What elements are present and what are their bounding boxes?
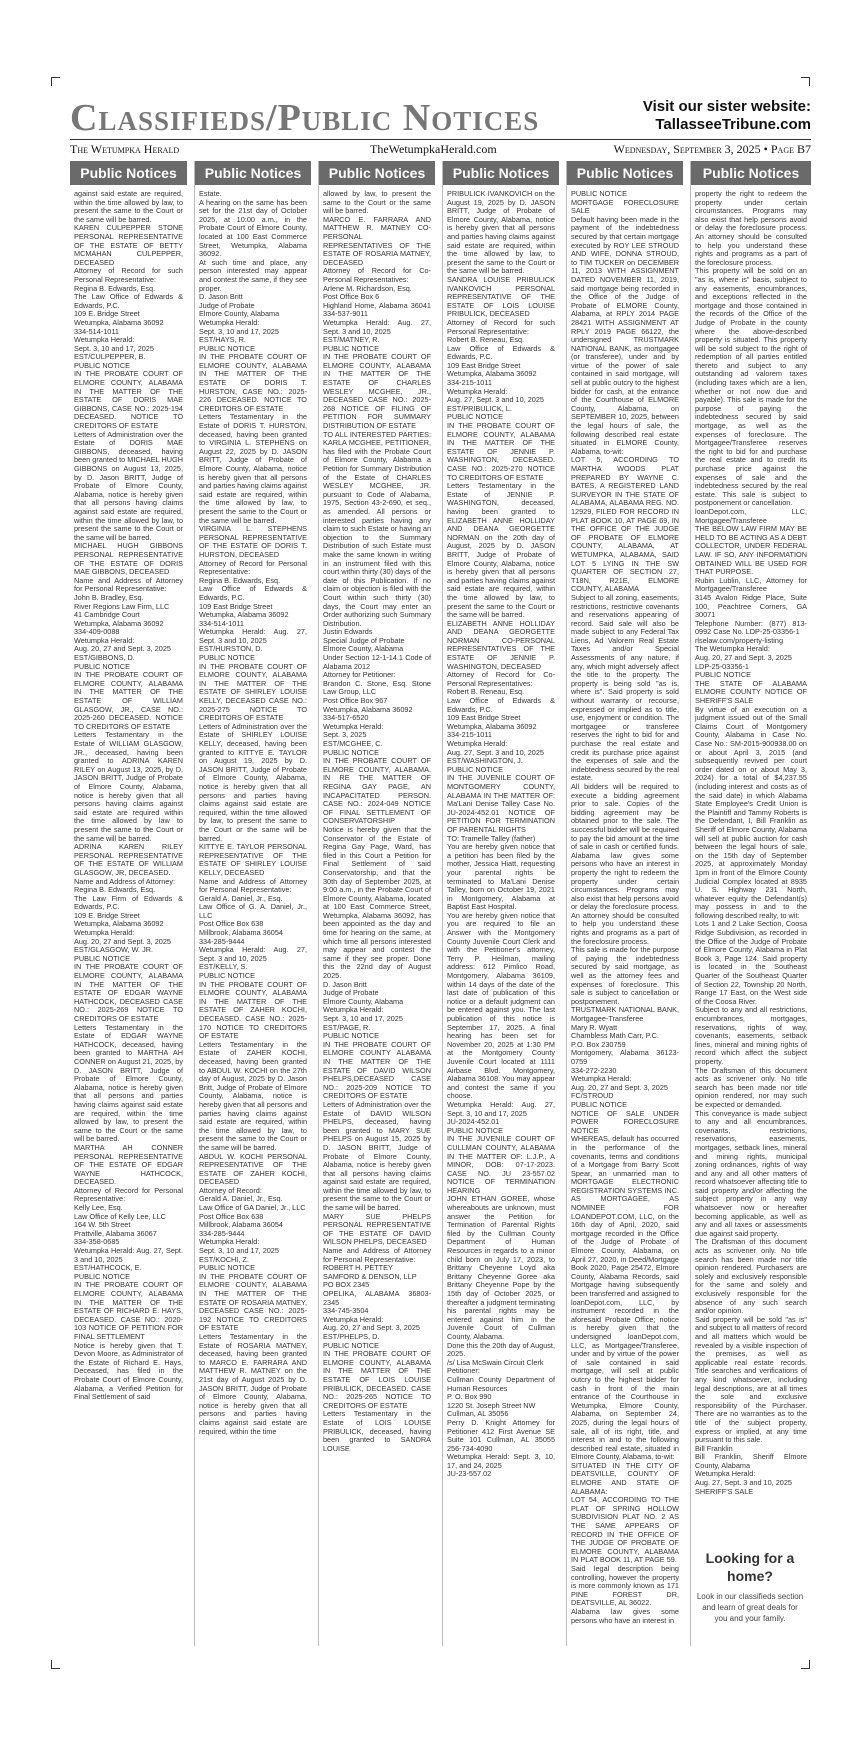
section-title: Classifieds/Public Notices <box>70 97 540 139</box>
notices-column-6 <box>690 161 811 1646</box>
notices-column-2 <box>194 161 311 1646</box>
column-text: against said estate are required, within the time allowed by law, to present the same to the Court or the same will be barred. KAREN CULPEPPER STONE PERSONAL REPRESENTATIVE OF THE ESTATE OF BETTY MCMAHAN CULPEPPER, DECEASED Attorney of Record for such Personal Representative: Regina B. Edwards, Esq. The Law Office of Edwards & Edwards, P.C. 109 E. Bridge Street Wetumpka, Alabama 36092 334-514-1011 Wetumpka Herald: Sept. 3, 10 and 17, 2025 EST/CULPEPPER, B. PUBLIC NOTICE IN THE PROBATE COURT OF ELMORE COUNTY, ALABAMA IN THE MATTER OF THE ESTATE OF DORIS MAE GIBBONS, CASE NO.: 2025-194 DECEASED. NOTICE TO CREDITORS OF ESTATE Letters of Administration over the Estate of DORIS MAE GIBBONS, deceased, having been granted to MICHAEL HUGH GIBBONS on August 13, 2025, by D. Jason BRITT, Judge of Probate of Elmore County, Alabama, notice is hereby given that all persons having claims against said estate are required, within the time allowed by law, to present the same to the Court or the same will be barred. MICHAEL HUGH GIBBONS PERSONAL REPRESENTATIVE OF THE ESTATE OF DORIS MAE GIBBONS, DECEASED Name and Address of Attorney for Personal Representative: John B. Bradley, Esq. River Regions Law Firm, LLC 41 Cambridge Court Wetumpka, Alabama 36092 334-409-0088 Wetumpka Herald: Aug. 20, 27 and Sept. 3, 2025 EST/GIBBONS, D. PUBLIC NOTICE IN THE PROBATE COURT OF ELMORE COUNTY, ALABAMA IN THE MATTER OF THE ESTATE OF WILLIAM GLASGOW, JR., CASE NO.: 2025-260 DECEASED. NOTICE TO CREDITORS OF ESTATE Letters Testamentary in the Estate of WILLIAM GLASGOW, JR., deceased, having been granted to ADRINA KAREN RILEY on August 13, 2025, by D. JASON BRITT, Judge of Probate of Elmore County, Alabama, notice is hereby given that all persons having claims against said estate are required within the time allowed by law to present the same to the Court or the same will be barred. ADRINA KAREN RILEY PERSONAL REPRESENTATIVE OF THE ESTATE OF WILLIAM GLASGOW, JR, DECEASED. Name and Address of Attorney: Regina B. Edwards, Esq. The Law Firm of Edwards & Edwards, P.C. 109 E. Bridge Street Wetumpka, Alabama 36092 Wetumpka Herald: Aug. 20, 27 and Sept. 3, 2025 EST/GLASGOW, W. JR. PUBLIC NOTICE IN THE PROBATE COURT OF ELMORE COUNTY, ALABAMA IN THE MATTER OF THE ESTATE OF EDGAR WAYNE HATHCOCK, DECEASED CASE NO.: 2025-269 NOTICE TO CREDITORS OF ESTATE Letters Testamentary in the Estate of EDGAR WAYNE HATHCOCK, deceased, having been granted to MARTHA AH CONNER on August 21, 2025, by D. JASON BRITT, Judge of Probate of Elmore County, Alabama, notice is hereby given that all persons and parties having claims against said estate are required, within the time allowed by law, to present the same to the Court or the same will be barred. MARTHA AH CONNER PERSONAL REPRESENTATIVE OF THE ESTATE OF EDGAR WAYNE HATHCOCK, DECEASED. Attorney of Record for Personal Representative: Kelly Lee, Esq. Law Office of Kelly Lee, LLC 164 W. 5th Street Prattville, Alabama 36067 334-358-0685 Wetumpka Herald: Aug. 27, Sept. 3 and 10, 2025 EST/HATHCOCK, E. PUBLIC NOTICE IN THE PROBATE COURT OF ELMORE COUNTY, ALABAMA IN THE MATTER OF THE ESTATE OF RICHARD E. HAYS, DECEASED. CASE NO.: 2020-103 NOTICE OF PETITION FOR FINAL SETTLEMENT Notice is hereby given that T. Devon Moore, as Administrator of the Estate of Richard E. Hays, Deceased, has filed in the Probate Court of Elmore County, Alabama, a Verified Petition for Final Settlement of said <box>74 189 183 1402</box>
column-text: Estate. A hearing on the same has been set for the 21st day of October 2025, at 10:00 a.m., in the Probate Court of Elmore County, located at 100 East Commerce Street, Wetumpka, Alabama 36092. At such time and place, any person interested may appear and contest the same, if they see proper. D. Jason Britt Judge of Probate Elmore County, Alabama Wetumpka Herald: Sept. 3, 10 and 17, 2025 EST/HAYS, R. PUBLIC NOTICE IN THE PROBATE COURT OF ELMORE COUNTY, ALABAMA IN THE MATTER OF THE ESTATE OF DORIS T. HURSTON, CASE NO.: 2025-226 DECEASED. NOTICE TO CREDITORS OF ESTATE Letters Testamentary in the Estate of DORIS T. HURSTON, deceased, having been granted to VIRGINIA L. STEPHENS on August 22, 2025 by D. JASON BRITT, Judge of Probate of Elmore County, Alabama, notice is hereby given that all persons and parties having claims against said estate are required, within the time allowed by law, to present the same to the Court or the same will be barred. VIRGINIA L. STEPHENS PERSONAL REPRESENTATIVE OF THE ESTATE OF DORIS T. HURSTON, DECEASED Attorney of Record for Personal Representative: Regina B. Edwards, Esq. Law Office of Edwards & Edwards, P.C. 109 East Bridge Street Wetumpka, Alabama 36092 334-514-1011 Wetumpka Herald: Aug. 27, Sept. 3 and 10, 2025 EST/HURSTON, D. PUBLIC NOTICE IN THE PROBATE COURT OF ELMORE COUNTY, ALABAMA IN THE MATTER OF THE ESTATE OF SHIRLEY LOUISE KELLY, DECEASED CASE NO.: 2025-275 NOTICE TO CREDITORS OF ESTATE Letters of Administration over the Estate of SHIRLEY LOUISE KELLY, deceased, having been granted to KITTYE E. TAYLOR on August 19, 2025 by D. JASON BRITT, Judge of Probate of Elmore County, Alabama, notice is hereby given that all persons and parties having claims against said estate are required, within the time allowed by law, to present the same to the Court or the same will be barred. KITTYE E. TAYLOR PERSONAL REPRESENTATIVE OF THE ESTATE OF SHIRLEY LOUISE KELLY, DECEASED Name and Address of Attorney for Personal Representative: Gerald A. Daniel, Jr., Esq. Law Office of G. A. Daniel, Jr., LLC Post Office Box 638 Millbrook, Alabama 36054 334-285-9444 Wetumpka Herald: Aug. 27, Sept. 3 and 10, 2025 EST/KELLY, S. PUBLIC NOTICE IN THE PROBATE COURT OF ELMORE COUNTY, ALABAMA IN THE MATTER OF THE ESTATE OF ZAHER KOCHI, DECEASED. CASE NO.: 2025-170 NOTICE TO CREDITORS OF ESTATE Letters Testamentary in the Estate of ZAHER KOCHI, deceased, having been granted to ABDUL W. KOCHI on the 27th day of August, 2025 by D. Jason Britt, Judge of Probate of Elmore County, Alabama, notice is hereby given that all persons and parties having claims against said estate are required, within the time allowed by law, to present the same to the Court or the same will be barred. ABDUL W. KOCHI PERSONAL REPRESENTATIVE OF THE ESTATE OF ZAHER KOCHI, DECEASED Attorney of Record: Gerald A. Daniel, Jr., Esq. Law Office of GA Daniel, Jr., LLC Post Office Box 638 Millbrook, Alabama 36054 334-285-9444 Wetumpka Herald: Sept. 3, 10 and 17, 2025 EST/KOCHI, Z. PUBLIC NOTICE IN THE PROBATE COURT OF ELMORE COUNTY, ALABAMA IN THE MATTER OF THE ESTATE OF ROSARIA MATNEY, DECEASED CASE NO.: 2025-192 NOTICE TO CREDITORS OF ESTATE Letters Testamentary in the Estate of ROSARIA MATNEY, deceased, having been granted to MARCO E. FARRARA AND MATTHEW R. MATNEY on the 21st day of August 2025 by D. JASON BRITT, Judge of Probate of Elmore County, Alabama, notice is hereby given that all persons and parties having claims against said estate are required, within the time <box>199 189 307 1436</box>
notices-column-5 <box>566 161 683 1646</box>
newspaper-website[interactable]: TheWetumpkaHerald.com <box>370 142 497 156</box>
date-page: Wednesday, September 3, 2025 • Page B7 <box>613 142 811 156</box>
newspaper-name: The Wetumpka Herald <box>70 142 180 156</box>
column-header: Public Notices <box>195 161 311 185</box>
crop-mark-top-left <box>51 77 60 86</box>
column-text: PRIBULICK IVANKOVICH on the August 19, 2025 by D. JASON BRITT, Judge of Probate of Elmore County, Alabama, notice is hereby given that all persons and parties having claims against said estate are required, within the time allowed by law, to present the same to the Court or the same will be barred. SANDRA LOUISE PRIBULICK IVANKOVICH PERSONAL REPRESENTATIVE OF THE ESTATE OF LOIS LOUISE PRIBULICK, DECEASED Attorney of Record for such Personal Representative: Robert B. Reneau, Esq. Law Office of Edwards & Edwards, P.C. 109 East Bridge Street Wetumpka, Alabama 36092 334-215-1011 Wetumpka Herald: Aug. 27, Sept. 3 and 10, 2025 EST/PRIBULICK, L. PUBLIC NOTICE IN THE PROBATE COURT OF ELMORE COUNTY, ALABAMA IN THE MATTER OF THE ESTATE OF JENNIE P. WASHINGTON, DECEASED. CASE NO.: 2025-270 NOTICE TO CREDITORS OF ESTATE Letters Testamentary in the Estate of JENNIE P. WASHINGTON, deceased, having been granted to ELIZABETH ANNE HOLLIDAY AND DEANA GEORGETTE NORMAN on the 20th day of August, 2025 by D. JASON BRITT, Judge of Probate of Elmore County, Alabama, notice is hereby given that all persons and parties having claims against said estate are required, within the time allowed by law, to present the same to the Court or the same will be barred. ELIZABETH ANNE HOLLIDAY AND DEANA GEORGETTE NORMAN CO-PERSONAL REPRESENTATIVES OF THE ESTATE OF JENNIE P. WASHINGTON, DECEASED Attorney of Record for Co-Personal Representatives: Robert B. Reneau, Esq. Law Office of Edwards & Edwards, P.C. 109 East Bridge Street Wetumpka, Alabama 36092 334-215-1011 Wetumpka Herald: Aug. 27, Sept. 3 and 10, 2025 EST/WASHINGTON, J. PUBLIC NOTICE IN THE JUVENILE COURT OF MONTGOMERY COUNTY, ALABAMA IN THE MATTER OF: Ma'Lani Denise Talley Case No. JU-2024-452.01 NOTICE OF PETITION FOR TERMINATION OF PARENTAL RIGHTS TO: Tramelle Talley (father) You are hereby given notice that a petition has been filed by the mother, Jessica Hiatt, requesting your parental rights be terminated to Ma'Lani Denise Talley, born on October 19, 2021 in Montgomery, Alabama at Baptist East Hospital. You are hereby given notice that you are required to file an Answer with the Montgomery County Juvenile Court Clerk and with the Petitioner's attorney, Terry P. Heilman, mailing address: 612 Pimlico Road, Montgomery, Alabama 36109, within 14 days of the date of the last date of publication of this notice or a default judgment can be entered against you. The last publication of this notice is September 17, 2025. A final hearing has been set for November 20, 2025 at 1:30 PM at the Montgomery County Juvenile Court located at 1111 Airbase Blvd. Montgomery, Alabama 36108. You may appear and contest the same if you choose. Wetumpka Herald: Aug. 27, Sept. 3, 10 and 17, 2025 JU-2024-452.01 PUBLIC NOTICE IN THE JUVENILE COURT OF CULLMAN COUNTY, ALABAMA IN THE MATTER OF: L.J.P., A MINOR, DOB: 07-17-2023. CASE NO. JU 23-557.02 NOTICE OF TERMINATION HEARING JOHN ETHAN GOREE, whose whereabouts are unknown, must answer the Petition for Termination of Parental Rights filed by the Cullman County Department of Human Resources in regards to a minor child born on July 17, 2023, to Brittany Cheyenne Loyd aka Brittany Cheyenne Goree aka Brittany Cheyenne Pope by the 15th day of October 2025, or thereafter a judgment terminating his parental rights may be entered against him in the Juvenile Court of Cullman County, Alabama. Done this the 20th day of August, 2025. /s/ Lisa McSwain Circuit Clerk Petitioner: Cullman County Department of Human Resources P. O. Box 990 1220 St. Joseph Street NW Cullman, AL 35056 Perry D. Knight Attorney for Petitioner 412 First Avenue SE Suite 101 Cullman, AL 35055 256-734-4090 Wetumpka Herald: Sept. 3, 10, 17, and 24, 2025 JU-23-557.02 <box>447 189 555 1479</box>
sister-site-label: Visit our sister website: <box>642 98 811 115</box>
folio-bar <box>70 139 811 156</box>
house-ad-body: Look in our classifieds section and learn of great deals for you and your family. <box>696 1592 804 1623</box>
crop-mark-bottom-left <box>51 1660 60 1669</box>
notices-column-1 <box>70 161 187 1646</box>
crop-mark-top-right <box>801 77 810 86</box>
sister-site-link[interactable]: TallasseeTribune.com <box>655 116 811 133</box>
notices-columns <box>70 161 811 1646</box>
column-header: Public Notices <box>70 161 187 185</box>
column-text: property the right to redeem the property under certain circumstances. Programs may also exist that help persons avoid or delay the foreclosure process. An attorney should be consulted to help you understand these rights and programs as a part of the foreclosure process. This property will be sold on an "as is, where is" basis, subject to any easements, encumbrances, and exceptions reflected in the mortgage and those contained in the records of the Office of the Judge of Probate in the county where the above-described property is situated. This property will be sold subject to the right of redemption of all parties entitled thereto and subject to any outstanding ad valorem taxes (including taxes which are a lien, whether or not now due and payable). This sale is made for the purpose of paying the indebtedness secured by said mortgage, as well as the expenses of foreclosure. The Mortgagee/Transferee reserves the right to bid for and purchase the real estate and to credit its purchase price against the expenses of sale and the indebtedness secured by the real estate. This sale is subject to postponement or cancellation. loanDepot.com, LLC, Mortgagee/Transferee THE BELOW LAW FIRM MAY BE HELD TO BE ACTING AS A DEBT COLLECTOR, UNDER FEDERAL LAW. IF SO, ANY INFORMATION OBTAINED WILL BE USED FOR THAT PURPOSE. Rubin Lublin, LLC, Attorney for Mortgagee/Transferee 3145 Avalon Ridge Place, Suite 100, Peachtree Corners, GA 30071 Telephone Number: (877) 813-0992 Case No. LDP-25-03356-1 rlselaw.com/property-listing The Wetumpka Herald: Aug. 20, 27 and Sept. 3, 2025 LDP-25-03356-1 PUBLIC NOTICE THE STATE OF ALABAMA ELMORE COUNTY NOTICE OF SHERIFF'S SALE By virtue of an execution on a judgment issued out of the Small Claims Court of Montgomery County, Alabama in Case No. Case No.: SM-2015-900938.00 on or about April 3, 2015 (and subsequently revived per court order dated on or about May 3, 2024) for a total of $4,237.55 (including interest and costs as of the said date) in which Alabama State Employee's Credit Union is the Plaintiff and Tammy Roberts is the Defendant, I, Bill Franklin as Sheriff of Elmore County, Alabama will sell at public auction for cash between the legal hours of sale, on the 15th day of September 2025, at approximately Monday 1pm in front of the Elmore County Judicial Complex located at 8935 U. S. Highway 231 North, whatever equity the Defendant(s) may possess in and to the following described realty, to wit: Lots 1 and 2 Lake Section, Coosa Ridge Subdivision, as recorded in the Office of the Judge of Probate of Elmore County, Alabama in Plat Book 3, Page 124. Said property is located in the Southeast Quarter of the Southeast Quarter of Section 22, Township 20 North, Range 17 East, on the West side of the Coosa River. Subject to any and all restrictions, encumbrances, mortgages, reservations, rights of way, covenants, easements, setback lines, mineral and mining rights of record which affect the subject property. The Draftsman of this document acts as scrivener only. No title search has been made nor title opinion rendered, nor may such be expected or demanded. This conveyance is made subject to any and all encumbrances, covenants, restrictions, reservations, easements, mortgages, setback lines, mineral and mining rights, municipal zoning ordinances, rights of way and any and all other matters of record whatsoever affecting title to said property and/or affecting the subject property in any way whatsoever now or hereafter becoming applicable, as well as any and all taxes or assessments due against said property. The Draftsman of this document acts as scrivener only. No title search has been made nor title opinion rendered. Purchasers are solely and exclusively responsible for the same and solely and exclusively responsible for the absence of any such search and/or opinion. Said property will be sold "as is" and subject to all matters of record and all matters which would be revealed by a visible inspection of the premises, as well as applicable real estate records. Title searches and verifications of any kind whatsoever, including legal descriptions, are at all times the sole and exclusive responsibility of the Purchaser. There are no warranties as to the title of the subject property, express or implied, at any time pursuant to this sale. Bill Franklin Bill Franklin, Sheriff Elmore County, Alabama Wetumpka Herald: Aug. 27, Sept. 3 and 10, 2025 SHERIFF'S SALE <box>695 190 807 1496</box>
notices-column-4 <box>442 161 559 1646</box>
column-header: Public Notices <box>443 161 559 185</box>
sister-site-promo <box>643 98 811 134</box>
house-ad-headline: Looking for a home? <box>705 1550 795 1584</box>
crop-mark-bottom-right <box>801 1660 810 1669</box>
column-text: allowed by law, to present the same to the Court or the same will be barred. MARCO E. FARRARA AND MATTHEW R. MATNEY CO-PERSONAL REPRESENTATIVES OF THE ESTATE OF ROSARIA MATNEY, DECEASED Attorney of Record for Co-Personal Representatives: Arlene M. Richardson, Esq. Post Office Box 6 Highland Home, Alabama 36041 334-537-9011 Wetumpka Herald: Aug. 27, Sept. 3 and 10, 2025 EST/MATNEY, R. PUBLIC NOTICE IN THE PROBATE COURT OF ELMORE COUNTY, ALABAMA IN THE MATTER OF THE ESTATE OF CHARLES WESLEY MCGHEE, JR., DECEASED CASE NO.: 2025-268 NOTICE OF FILING OF PETITION FOR SUMMARY DISTRIBUTION OF ESTATE TO ALL INTERESTED PARTIES: KARLA MCGHEE, PETITIONER, has filed with the Probate Court of Elmore County, Alabama a Petition for Summary Distribution of the Estate of CHARLES WESLEY MCGHEE, JR. pursuant to Code of Alabama, 1975, Section 43-2-690, et seq., as amended. All persons or interested parties having any claim to such Estate or having an objection to the Summary Distribution of such Estate must make the same known in writing in an instrument filed with this court within thirty (30) days of the date of this Publication. If no claim or objection is filed with the Court within such thirty (30) days, the Court may enter an Order authorizing such Summary Distribution. Justin Edwards Special Judge of Probate Elmore County, Alabama Under Section 12-1-14.1 Code of Alabama 2012 Attorney for Petitioner: Brandon C. Stone, Esq. Stone Law Group, LLC Post Office Box 967 Wetumpka, Alabama 36092 334-517-6520 Wetumpka Herald: Sept. 3, 2025 EST/MCGHEE, C. PUBLIC NOTICE IN THE PROBATE COURT OF ELMORE COUNTY, ALABAMA. IN RE THE MATTER OF REGINA GAY PAGE, AN INCAPACITATED PERSON. CASE NO.: 2024-049 NOTICE OF FINAL SETTLEMENT OF CONSERVATORSHIP Notice is hereby given that the Conservator of the Estate of Regina Gay Page, Ward, has filed in this Court a Petition for Final Settlement of said Conservatorship, and that the 30th day of September 2025, at 9:00 a.m., in the Probate Court of Elmore County, Alabama, located at 100 East Commerce Street, Wetumpka, Alabama 36092, has been appointed as the day and time for hearing on the same, at which time all persons interested may appear and contest the same if they see proper. Done this the 22nd day of August 2025. D. Jason Britt Judge of Probate Elmore County, Alabama Wetumpka Herald: Sept. 3, 10 and 17, 2025 EST/PAGE, R. PUBLIC NOTICE IN THE PROBATE COURT OF ELMORE COUNTY ALABAMA IN THE MATTER OF THE ESTATE OF DAVID WILSON PHELPS,DECEASED CASE NO.: 2025-209 NOTICE TO CREDITORS OF ESTATE Letters of Administration over the Estate of DAVID WILSON PHELPS, deceased, having been granted to MARY SUE PHELPS on August 15, 2025 by D. JASON BRITT, Judge of Probate of Elmore County, Alabama, notice is hereby given that all persons having claims against said estate are required, within the time allowed by law, to present the same to the Court or the same will be barred. MARY SUE PHELPS PERSONAL REPRESENTATIVE OF THE ESTATE OF DAVID WILSON PHELPS, DECEASED Name and Address of Attorney for Personal Representative: ROBERT H. PETTEY SAMFORD & DENSON, LLP PO BOX 2345 OPELIKA, ALABAMA 36803-2345 334-745-3504 Wetumpka Herald: Aug. 20, 27 and Sept. 3, 2025 EST/PHELPS, D. PUBLIC NOTICE IN THE PROBATE COURT OF ELMORE COUNTY, ALABAMA IN THE MATTER OF THE ESTATE OF LOIS LOUISE PRIBULICK, DECEASED. CASE NO.: 2025-265 NOTICE TO CREDITORS OF ESTATE Letters Testamentary in the Estate of LOIS LOUISE PRIBULICK, deceased, having been granted to SANDRA LOUISE <box>323 189 431 1453</box>
house-ad <box>695 1549 805 1624</box>
column-header: Public Notices <box>691 161 811 185</box>
column-text: PUBLIC NOTICE MORTGAGE FORECLOSURE SALE Default having been made in the payment of the indebtedness secured by that certain mortgage executed by ROY LEE STROUD AND WIFE, DONNA STROUD, to TIM TUCKER on DECEMBER 11, 2013 WITH ASSIGNMENT DATED NOVEMBER 11, 2019, said mortgage being recorded in the Office of the Judge of Probate of ELMORE County, Alabama, at RPLY 2014 PAGE 28421 WITH ASSIGNMENT AT RPLY 2019 PAGE 66122, the undersigned TRUSTMARK NATIONAL BANK, as mortgagee (or transferee), under and by virtue of the power of sale contained in said mortgage, will sell at public outcry to the highest bidder for cash, at the entrance of the Courthouse of ELMORE County, Alabama, on SEPTEMBER 10, 2025, between the legal hours of sale, the following described real estate situated in ELMORE County, Alabama, to-wit: LOT 5, ACCORDING TO MARTHA WOODS PLAT PREPARED BY WAYNE C. BATES, A REGISTERED LAND SURVEYOR IN THE STATE OF ALABAMA, ALABAMA REG. NO. 12929, FILED FOR RECORD IN PLAT BOOK 10, AT PAGE 69, IN THE OFFICE OF THE JUDGE OF PROBATE OF ELMORE COUNTY, ALABAMA, AT WETUMPKA, ALABAMA, SAID LOT 5 LYING IN THE SW QUARTER OF SECTION 27, T18N, R21E, ELMORE COUNTY, ALABAMA Subject to all zoning, easements, restrictions, restrictive covenants and reservations appearing of record. Said sale will also be made subject to any Federal Tax Liens, Ad Valorem Real Estate Taxes and/or Special Assessments of any nature, if any, which might adversely affect the title to the property. The property is being sold "as is, where is". Said property is sold without warranty or recourse, expressed or implied as to title, use, enjoyment or condition. The mortgagee or transferee reserves the right to bid for and purchase the real estate and credit its purchase price against the expenses of sale and the indebtedness secured by the real estate. All bidders will be required to execute a bidding agreement prior to sale. Copies of the bidding agreement may be obtained prior to the sale. The successful bidder will be required to pay the bid amount at the time of sale in cash or certified funds. Alabama law gives some persons who have an interest in property the right to redeem the property under certain circumstances. Programs may also exist that help persons avoid or delay the foreclosure process. An attorney should be consulted to help you understand these rights and programs as a part of the foreclosure process. This sale is made for the purpose of paying the indebtedness secured by said mortgage, as well as the attorney fees and expenses of foreclosure. This sale is subject to cancellation or postponement. TRUSTMARK NATIONAL BANK, Mortgagee-Transferee Mary R. Wyatt Chambless Math Carr, P.C. P.O. Box 230759 Montgomery, Alabama 36123-0759 334-272-2230 Wetumpka Herald: Aug. 20, 27 and Sept. 3, 2025 FC/STROUD PUBLIC NOTICE NOTICE OF SALE UNDER POWER FORECLOSURE NOTICE WHEREAS, default has occurred in the performance of the covenants, terms and conditions of a Mortgage from Barry Scott Spear, an unmarried man to MORTGAGE ELECTRONIC REGISTRATION SYSTEMS INC. AS MORTGAGEE, AS NOMINEE FOR LOANDEPOT.COM, LLC, on the 16th day of April, 2020, said mortgage recorded in the Office of the Judge of Probate of Elmore County, Alabama, on April 27, 2020, in Deed/Mortgage Book 2020, Page 25472, Elmore County, Alabama Records, said Mortgage having subsequently been transferred and assigned to loanDepot.com, LLC, by instrument recorded in the aforesaid Probate Office; notice is hereby given that the undersigned loanDepot.com, LLC, as Mortgagee/Transferee, under and by virtue of the power of sale contained in said mortgage, will sell at public outcry to the highest bidder for cash in front of the main entrance of the Courthouse in Wetumpka, Elmore County, Alabama, on September 24, 2025, during the legal hours of sale, all of its right, title, and interest in and to the following described real estate, situated in Elmore County, Alabama, to-wit: SITUATED IN THE CITY OF DEATSVILLE, COUNTY OF ELMORE AND STATE OF ALABAMA: LOT 54, ACCORDING TO THE PLAT OF SPRING HOLLOW SUBDIVISION PLAT NO. 2 AS THE SAME APPEARS OF RECORD IN THE OFFICE OF THE JUDGE OF PROBATE OF ELMORE COUNTY, ALABAMA IN PLAT BOOK 11, AT PAGE 59. Said legal description being controlling, however the property is more commonly known as 171 PINE FOREST DR, DEATSVILLE, AL 36022. Alabama law gives some persons who have an interest in <box>571 189 679 1625</box>
column-header: Public Notices <box>319 161 435 185</box>
column-header: Public Notices <box>567 161 683 185</box>
notices-column-3 <box>318 161 435 1646</box>
